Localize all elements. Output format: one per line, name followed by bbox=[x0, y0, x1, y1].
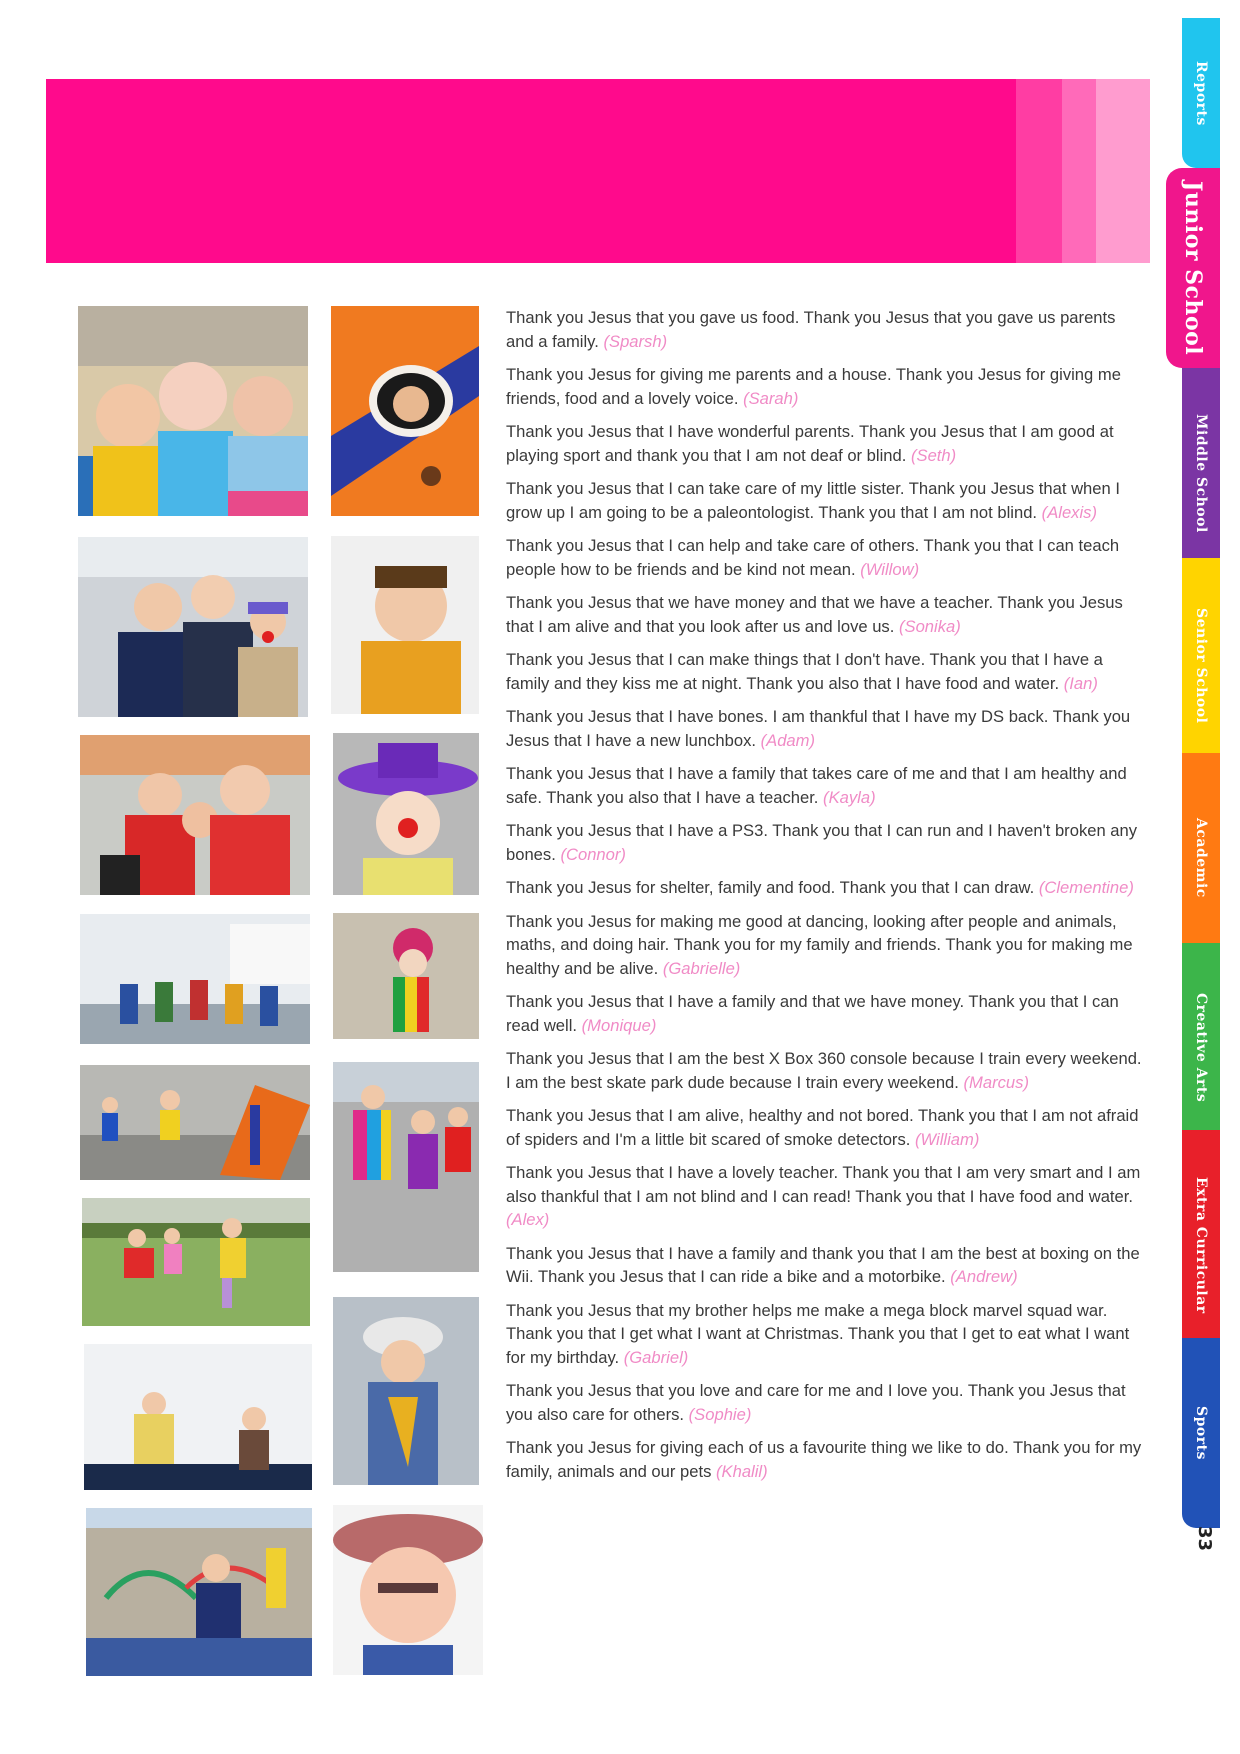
tab-extra-curricular[interactable]: Extra Curricular bbox=[1182, 1130, 1220, 1360]
prayer-author: (Sarah) bbox=[743, 388, 799, 408]
prayer-author: (Gabriel) bbox=[623, 1347, 689, 1367]
tab-junior-school[interactable]: Junior School bbox=[1166, 168, 1220, 368]
photo-wall-kids bbox=[84, 1344, 312, 1490]
prayer-author: (Monique) bbox=[581, 1015, 657, 1035]
prayer-author: (Willow) bbox=[860, 559, 920, 579]
prayer-author: (Ian) bbox=[1063, 673, 1098, 693]
banner-stripe bbox=[1062, 79, 1096, 263]
prayer-item bbox=[506, 1436, 1146, 1483]
tab-senior-school[interactable]: Senior School bbox=[1182, 558, 1220, 773]
photo-boy-in-box bbox=[331, 306, 479, 516]
prayer-item bbox=[506, 705, 1146, 752]
prayer-item bbox=[506, 1379, 1146, 1426]
prayer-item bbox=[506, 591, 1146, 638]
photo-costumed-kids bbox=[333, 1062, 479, 1272]
tab-middle-school[interactable]: Middle School bbox=[1182, 368, 1220, 578]
photo-three-girls bbox=[78, 306, 308, 516]
prayer-item bbox=[506, 762, 1146, 809]
photo-classroom bbox=[80, 914, 310, 1044]
prayer-text: Thank you Jesus that you gave us food. Thank you Jesus that you gave us parents and a family. bbox=[506, 308, 1116, 351]
prayer-text: Thank you Jesus for making me good at dancing, looking after people and animals, maths, and doing hair. Thank you for my family and friends. Thank you for making me healthy and be alive. bbox=[506, 911, 1133, 978]
photo-playground bbox=[86, 1508, 312, 1676]
prayer-item bbox=[506, 1047, 1146, 1094]
prayer-text: Thank you Jesus that I can take care of my little sister. Thank you Jesus that when I grow up I am going to be a paleontologist. Thank you that I am not blind. bbox=[506, 479, 1120, 522]
prayer-item bbox=[506, 876, 1146, 900]
prayer-item bbox=[506, 910, 1146, 981]
prayer-author: (William) bbox=[915, 1129, 980, 1149]
prayer-item bbox=[506, 363, 1146, 410]
prayer-author: (Sophie) bbox=[688, 1404, 752, 1424]
banner-main bbox=[46, 79, 1016, 263]
tab-academic[interactable]: Academic bbox=[1182, 753, 1220, 963]
tab-reports[interactable]: Reports bbox=[1182, 18, 1220, 168]
prayer-text: Thank you Jesus that I can make things that I don't have. Thank you that I have a family and they kiss me at night. Thank you also that I have food and water. bbox=[506, 650, 1103, 693]
prayer-author: (Sonika) bbox=[898, 616, 961, 636]
prayer-author: (Gabrielle) bbox=[662, 958, 741, 978]
photo-kids-running-cardboard bbox=[80, 1065, 310, 1180]
prayer-item bbox=[506, 534, 1146, 581]
prayer-item bbox=[506, 1242, 1146, 1289]
prayer-author: (Alex) bbox=[506, 1210, 550, 1229]
prayer-item bbox=[506, 477, 1146, 524]
prayer-text: Thank you Jesus for giving each of us a favourite thing we like to do. Thank you for my family, animals and our pets bbox=[506, 1438, 1142, 1481]
prayer-text: Thank you Jesus that I am the best X Box 360 console because I train every weekend. I am the best skate park dude because I train every weekend. bbox=[506, 1049, 1142, 1092]
prayer-text: Thank you Jesus that I have a PS3. Thank you that I can run and I haven't broken any bones. bbox=[506, 821, 1138, 864]
prayer-text: Thank you Jesus that I have bones. I am thankful that I have my DS back. Thank you Jesus that I have a new lunchbox. bbox=[506, 707, 1131, 750]
prayer-item bbox=[506, 1161, 1146, 1232]
prayer-text: Thank you Jesus that we have money and that we have a teacher. Thank you Jesus that I am alive and that you look after us and love us. bbox=[506, 593, 1123, 636]
prayer-item bbox=[506, 1104, 1146, 1151]
section-tabs bbox=[1182, 18, 1240, 1518]
prayer-text: Thank you Jesus that my brother helps me make a mega block marvel squad war. Thank you that I get what I want at Christmas. Thank you that I get to eat what I want for my birthday. bbox=[506, 1300, 1130, 1367]
prayer-author: (Kayla) bbox=[823, 787, 876, 807]
page-banner bbox=[46, 79, 1150, 263]
prayer-text: Thank you Jesus that I have a family that takes care of me and that I am healthy and safe. Thank you also that I have a teacher. bbox=[506, 764, 1127, 807]
prayer-author: (Clementine) bbox=[1038, 878, 1134, 897]
prayer-item bbox=[506, 819, 1146, 866]
prayer-author: (Marcus) bbox=[963, 1072, 1029, 1092]
photo-clown-purple-hat bbox=[333, 733, 479, 895]
prayer-author: (Connor) bbox=[560, 844, 626, 864]
prayer-item bbox=[506, 1299, 1146, 1370]
tab-sports[interactable]: Sports bbox=[1182, 1338, 1220, 1528]
prayer-text: Thank you Jesus for shelter, family and food. Thank you that I can draw. bbox=[506, 878, 1035, 897]
photo-three-kids-smiling bbox=[80, 735, 310, 895]
photo-clown-striped bbox=[333, 913, 479, 1039]
prayer-list bbox=[506, 306, 1146, 1493]
prayer-item bbox=[506, 420, 1146, 467]
prayer-author: (Andrew) bbox=[950, 1267, 1018, 1286]
prayer-text: Thank you Jesus that you love and care for me and I love you. Thank you Jesus that you also care for others. bbox=[506, 1381, 1126, 1424]
prayer-author: (Sparsh) bbox=[603, 331, 668, 351]
prayer-item bbox=[506, 648, 1146, 695]
prayer-text: Thank you Jesus for giving me parents and a house. Thank you Jesus for giving me friends, food and a lovely voice. bbox=[506, 365, 1121, 408]
prayer-author: (Seth) bbox=[910, 445, 957, 465]
prayer-text: Thank you Jesus that I have wonderful parents. Thank you Jesus that I am good at playing sport and thank you that I am not deaf or blind. bbox=[506, 422, 1114, 465]
prayer-text: Thank you Jesus that I have a family and thank you that I am the best at boxing on the Wii. Thank you Jesus that I can ride a bike and a motorbike. bbox=[506, 1243, 1140, 1286]
prayer-author: (Alexis) bbox=[1041, 502, 1097, 522]
banner-stripe bbox=[1096, 79, 1150, 263]
prayer-text: Thank you Jesus that I can help and take care of others. Thank you that I can teach people how to be friends and be kind not mean. bbox=[506, 536, 1120, 579]
photo-kids-group bbox=[78, 537, 308, 717]
banner-stripe bbox=[1016, 79, 1062, 263]
prayer-text: Thank you Jesus that I am alive, healthy and not bored. Thank you that I am not afraid of spiders and I'm a little bit scared of smoke detectors. bbox=[506, 1106, 1139, 1149]
photo-race-field bbox=[82, 1198, 310, 1326]
prayer-author: (Adam) bbox=[760, 730, 816, 750]
photo-teacher-sun-hat bbox=[333, 1505, 483, 1675]
prayer-item bbox=[506, 306, 1146, 353]
photo-child-striped-hat bbox=[333, 1297, 479, 1485]
prayer-author: (Khalil) bbox=[716, 1461, 768, 1481]
page-number: 33 bbox=[1194, 1526, 1215, 1552]
prayer-item bbox=[506, 990, 1146, 1037]
tab-creative-arts[interactable]: Creative Arts bbox=[1182, 943, 1220, 1153]
prayer-text: Thank you Jesus that I have a family and that we have money. Thank you that I can read well. bbox=[506, 992, 1119, 1035]
prayer-text: Thank you Jesus that I have a lovely teacher. Thank you that I am very smart and I am also thankful that I am not blind and I can read! Thank you that I have food and water. bbox=[506, 1163, 1141, 1206]
photo-boy-face-paint bbox=[331, 536, 479, 714]
